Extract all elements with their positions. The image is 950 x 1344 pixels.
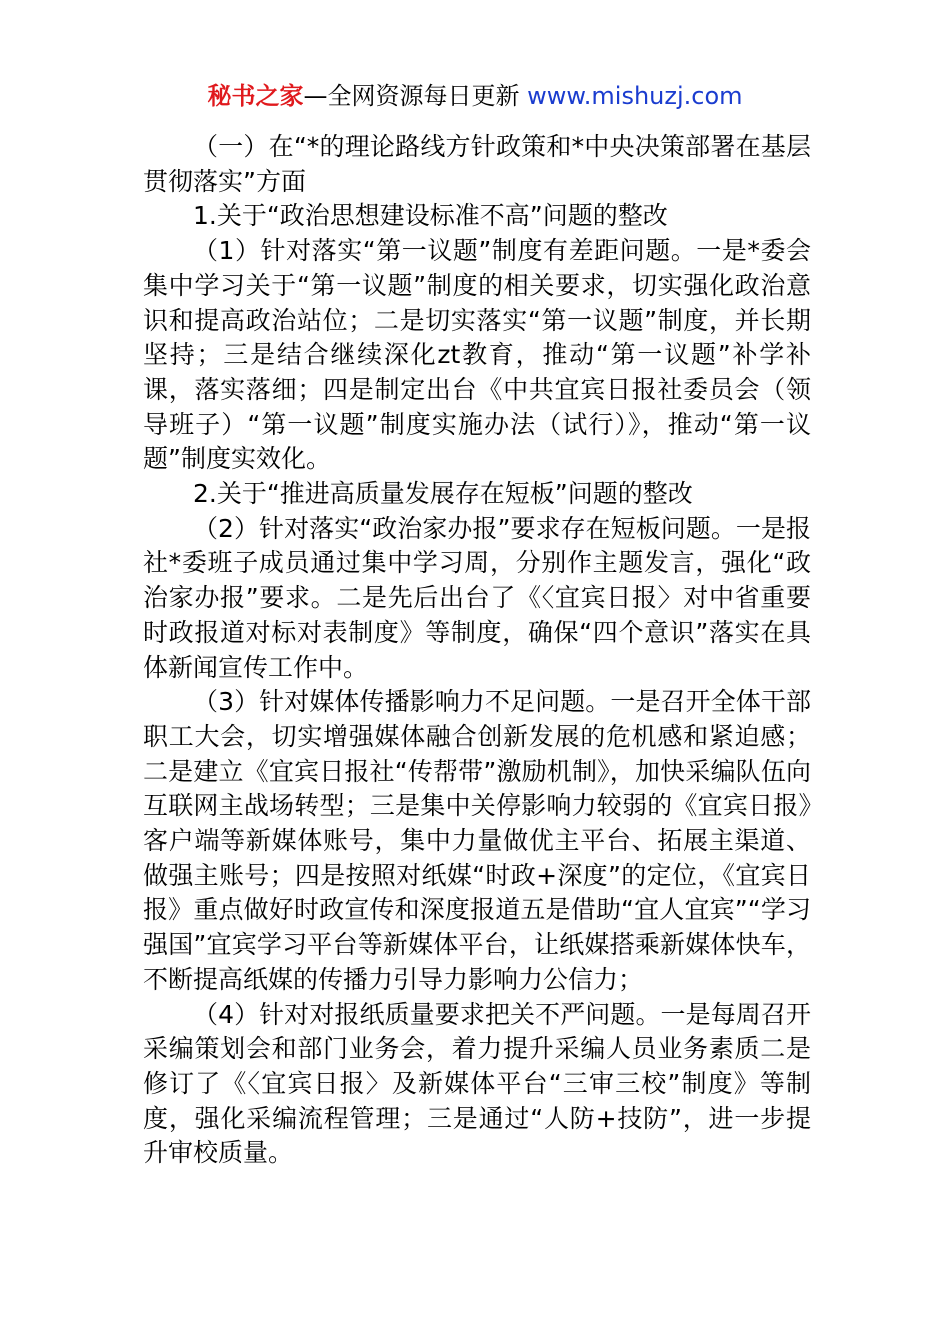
subsection-heading: 1.关于“政治思想建设标准不高”问题的整改 <box>193 201 668 231</box>
site-header <box>0 80 950 112</box>
site-url-link[interactable]: www.mishuzj.com <box>527 82 743 110</box>
section-heading: （一）在“*的理论路线方针政策和*中央决策部署在基层贯彻落实”方面 <box>143 132 811 196</box>
paragraph: （1）针对落实“第一议题”制度有差距问题。一是*委会集中学习关于“第一议题”制度的相关要求，切实强化政治意识和提高政治站位；二是切实落实“第一议题”制度，并长期坚持；三是结合继续深化zt教育，推动“第一议题”补学补课，落实落细；四是制定出台《中共宜宾日报社委员会（领导班子）“第一议题”制度实施办法（试行）》，推动“第一议题”制度实效化。 <box>143 236 811 474</box>
site-tagline: —全网资源每日更新 <box>303 82 520 110</box>
paragraph: （4）针对对报纸质量要求把关不严问题。一是每周召开采编策划会和部门业务会，着力提升采编人员业务素质二是修订了《〈宜宾日报〉及新媒体平台“三审三校”制度》等制度，强化采编流程管理；三是通过“人防+技防”，进一步提升审校质量。 <box>143 999 811 1168</box>
subsection-heading: 2.关于“推进高质量发展存在短板”问题的整改 <box>193 479 693 509</box>
document-body <box>143 130 811 1171</box>
brand-name: 秘书之家 <box>207 82 304 110</box>
paragraph: （3）针对媒体传播影响力不足问题。一是召开全体干部职工大会，切实增强媒体融合创新发展的危机感和紧迫感；二是建立《宜宾日报社“传帮带”激励机制》，加快采编队伍向互联网主战场转型；三是集中关停影响力较弱的《宜宾日报》客户端等新媒体账号，集中力量做优主平台、拓展主渠道、做强主账号；四是按照对纸媒“时政+深度”的定位，《宜宾日报》重点做好时政宣传和深度报道五是借助“宜人宜宾”“学习强国”宜宾学习平台等新媒体平台，让纸媒搭乘新媒体快车，不断提高纸媒的传播力引导力影响力公信力； <box>143 687 811 994</box>
paragraph: （2）针对落实“政治家办报”要求存在短板问题。一是报社*委班子成员通过集中学习周，分别作主题发言，强化“政治家办报”要求。二是先后出台了《〈宜宾日报〉对中省重要时政报道对标对表制度》等制度，确保“四个意识”落实在具体新闻宣传工作中。 <box>143 513 811 682</box>
